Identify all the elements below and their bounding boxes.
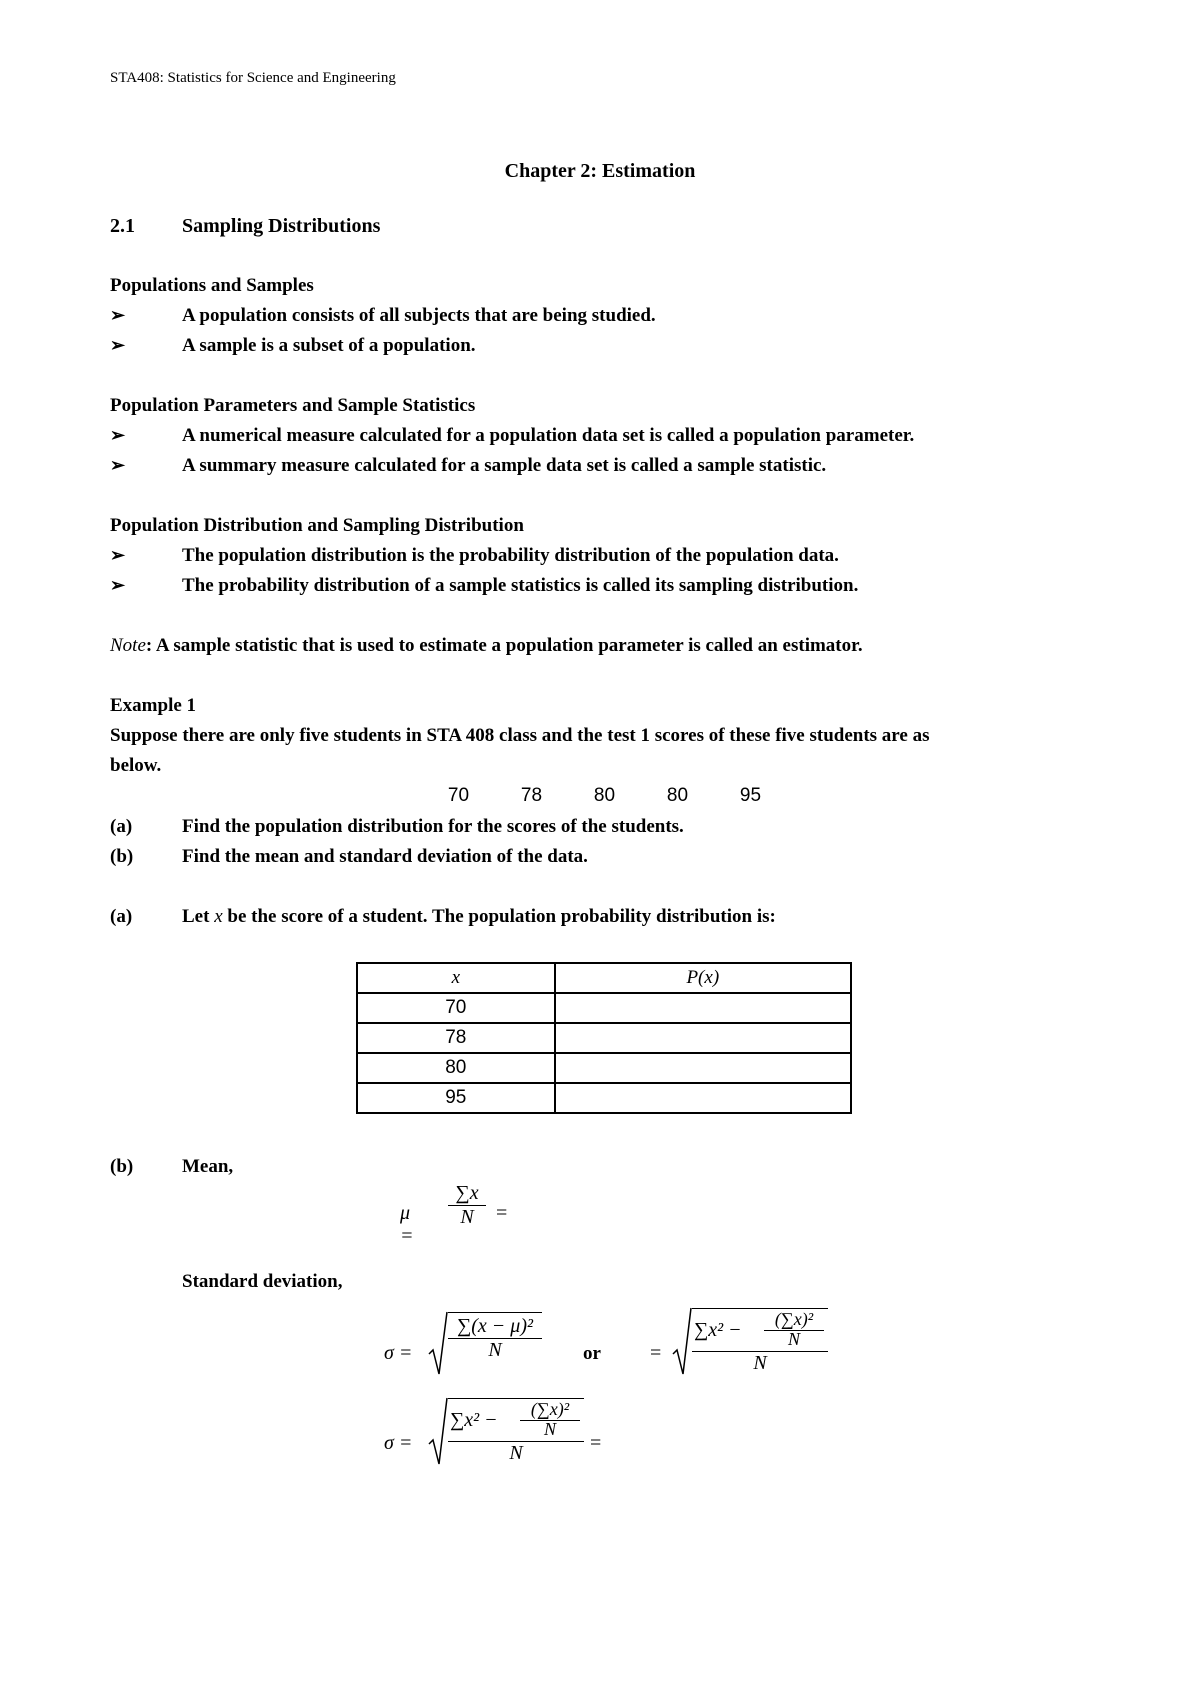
score-value: 95: [739, 785, 762, 806]
question-text: Find the population distribution for the scores of the students.: [182, 816, 684, 837]
variable-x: x: [214, 906, 223, 927]
score-value: 80: [666, 785, 689, 806]
solution-label: (b): [110, 1156, 134, 1177]
bullet: [110, 306, 130, 325]
sd-formula-3: σ = ∑x² − (∑x)² N N =: [384, 1432, 604, 1492]
table-cell-x: 70: [357, 993, 555, 1023]
table-row: [357, 1053, 851, 1083]
table-cell-px: [555, 993, 851, 1023]
note: [110, 636, 863, 655]
table-row: [357, 1023, 851, 1053]
block-heading-populations: Populations and Samples: [110, 275, 314, 296]
sqrt-icon: [428, 1396, 448, 1468]
table-header-px: P(x): [555, 963, 851, 993]
bullet: [110, 576, 130, 595]
arrow-bullet-icon: ➢: [110, 335, 126, 355]
bullet: [110, 336, 130, 355]
solution-label: (a): [110, 906, 133, 927]
bullet: [110, 426, 130, 445]
question-label: (b): [110, 846, 134, 867]
chapter-title: Chapter 2: Estimation: [504, 160, 696, 182]
arrow-bullet-icon: ➢: [110, 425, 126, 445]
score-value: 80: [593, 785, 616, 806]
section-title: Sampling Distributions: [182, 215, 381, 237]
arrow-bullet-icon: ➢: [110, 305, 126, 325]
table-row: [357, 993, 851, 1023]
example-title: Example 1: [110, 695, 197, 716]
arrow-bullet-icon: ➢: [110, 455, 126, 475]
table-header-x: x: [357, 963, 555, 993]
table-cell-x: 95: [357, 1083, 555, 1113]
block-heading-distribution: Population Distribution and Sampling Distribution: [110, 515, 524, 536]
sd-formula-1: σ = ∑(x − μ)² N: [384, 1342, 584, 1402]
section-number: 2.1: [110, 215, 135, 237]
table-cell-px: [555, 1083, 851, 1113]
bullet-text: A numerical measure calculated for a population data set is called a population parameter.: [182, 425, 915, 446]
question-text: Find the mean and standard deviation of the data.: [182, 846, 588, 867]
table-cell-px: [555, 1053, 851, 1083]
sqrt-icon: [428, 1310, 448, 1378]
sd-formula-2: = ∑x² − (∑x)² N N: [650, 1342, 850, 1402]
bullet: [110, 546, 130, 565]
question-label: (a): [110, 816, 133, 837]
table-cell-x: 78: [357, 1023, 555, 1053]
table-cell-x: 80: [357, 1053, 555, 1083]
arrow-bullet-icon: ➢: [110, 545, 126, 565]
note-text: : A sample statistic that is used to estimate a population parameter is called an estimator.: [145, 635, 863, 656]
sqrt-icon: [672, 1306, 692, 1378]
bullet-text: The population distribution is the probability distribution of the population data.: [182, 545, 839, 566]
table-row: [357, 1083, 851, 1113]
or-text: or: [583, 1343, 601, 1364]
example-line-1: Suppose there are only five students in STA 408 class and the test 1 scores of these five students are as: [110, 725, 930, 746]
arrow-bullet-icon: ➢: [110, 575, 126, 595]
table-cell-px: [555, 1023, 851, 1053]
bullet-text: A sample is a subset of a population.: [182, 335, 476, 356]
bullet: [110, 456, 130, 475]
sd-label: Standard deviation,: [182, 1271, 343, 1292]
probability-table: [356, 962, 852, 1114]
block-heading-parameters: Population Parameters and Sample Statistics: [110, 395, 476, 416]
scores-list: [422, 786, 787, 805]
solution-text: Let x be the score of a student. The population probability distribution is:: [182, 906, 776, 927]
bullet-text: The probability distribution of a sample statistics is called its sampling distribution.: [182, 575, 859, 596]
bullet-text: A summary measure calculated for a sample data set is called a sample statistic.: [182, 455, 827, 476]
page-header: STA408: Statistics for Science and Engineering: [110, 70, 396, 86]
bullet-text: A population consists of all subjects that are being studied.: [182, 305, 656, 326]
note-label: Note: [110, 635, 146, 656]
score-value: 70: [447, 785, 470, 806]
score-value: 78: [520, 785, 543, 806]
example-line-2: below.: [110, 755, 162, 776]
mean-label: Mean,: [182, 1156, 234, 1177]
table-header-row: [357, 963, 851, 993]
